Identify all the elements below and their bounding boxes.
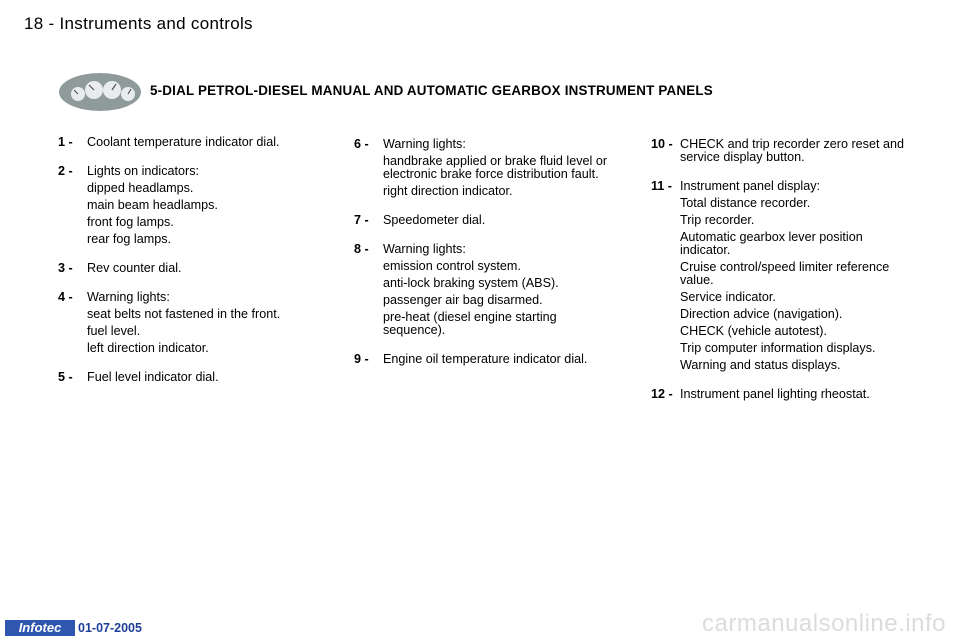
item-line: pre-heat (diesel engine starting sequence).	[383, 310, 557, 337]
item-line: Rev counter dial.	[87, 261, 182, 275]
item-number: 11 -	[651, 179, 673, 193]
legend-item	[58, 136, 288, 149]
legend-item	[651, 138, 911, 164]
item-line: passenger air bag disarmed.	[383, 293, 543, 307]
item-line: Warning lights:	[383, 242, 466, 256]
item-line: Instrument panel lighting rheostat.	[680, 387, 870, 401]
instrument-panel-icon	[58, 72, 142, 112]
item-line: Trip recorder.	[680, 213, 755, 227]
column-3	[651, 138, 911, 401]
item-number: 4 -	[58, 290, 73, 304]
item-line: seat belts not fastened in the front.	[87, 307, 281, 321]
legend-item	[58, 262, 288, 275]
item-line: handbrake applied or brake fluid level or electronic brake force distribution fault.	[383, 154, 608, 181]
item-line: Automatic gearbox lever position indicator.	[680, 230, 863, 257]
infotec-logo: Infotec	[5, 620, 75, 636]
legend-item	[354, 353, 614, 366]
legend-item	[58, 165, 288, 246]
item-number: 5 -	[58, 370, 73, 384]
legend-item	[651, 388, 911, 401]
item-text	[87, 262, 288, 275]
page-header: 18 - Instruments and controls	[24, 14, 253, 33]
legend-item	[354, 243, 614, 337]
item-line: Warning lights:	[87, 290, 170, 304]
item-line: Service indicator.	[680, 290, 776, 304]
item-line: Lights on indicators:	[87, 164, 200, 178]
section-title: 5-DIAL PETROL-DIESEL MANUAL AND AUTOMATIC GEARBOX INSTRUMENT PANELS	[150, 83, 713, 98]
item-line: anti-lock braking system (ABS).	[383, 276, 559, 290]
item-line: Coolant temperature indicator dial.	[87, 135, 280, 149]
item-text	[87, 291, 288, 355]
item-number: 10 -	[651, 137, 673, 151]
legend-item	[354, 214, 614, 227]
item-line: front fog lamps.	[87, 215, 174, 229]
item-line: fuel level.	[87, 324, 141, 338]
item-text	[87, 371, 288, 384]
item-text	[680, 180, 911, 372]
item-line: Engine oil temperature indicator dial.	[383, 352, 588, 366]
item-line: CHECK (vehicle autotest).	[680, 324, 827, 338]
item-text	[383, 138, 614, 198]
item-number: 3 -	[58, 261, 73, 275]
column-1	[58, 136, 288, 384]
item-number: 8 -	[354, 242, 369, 256]
item-line: Total distance recorder.	[680, 196, 811, 210]
item-text	[680, 388, 911, 401]
legend-item	[651, 180, 911, 372]
item-line: right direction indicator.	[383, 184, 513, 198]
footer-date: 01-07-2005	[78, 621, 142, 635]
item-text	[87, 165, 288, 246]
item-line: Fuel level indicator dial.	[87, 370, 219, 384]
item-line: Cruise control/speed limiter reference value.	[680, 260, 890, 287]
legend-item	[58, 291, 288, 355]
item-text	[383, 353, 614, 366]
item-line: Direction advice (navigation).	[680, 307, 843, 321]
item-text	[87, 136, 288, 149]
item-text	[680, 138, 911, 164]
legend-item	[354, 138, 614, 198]
item-line: Warning and status displays.	[680, 358, 841, 372]
item-number: 12 -	[651, 387, 673, 401]
item-number: 1 -	[58, 135, 73, 149]
item-text	[383, 243, 614, 337]
item-line: Trip computer information displays.	[680, 341, 876, 355]
watermark: carmanualsonline.info	[702, 610, 946, 637]
item-text	[383, 214, 614, 227]
item-line: emission control system.	[383, 259, 521, 273]
legend-item	[58, 371, 288, 384]
item-line: dipped headlamps.	[87, 181, 194, 195]
item-number: 7 -	[354, 213, 369, 227]
item-line: main beam headlamps.	[87, 198, 218, 212]
item-number: 9 -	[354, 352, 369, 366]
item-line: left direction indicator.	[87, 341, 209, 355]
item-number: 6 -	[354, 137, 369, 151]
item-line: Speedometer dial.	[383, 213, 486, 227]
item-line: Instrument panel display:	[680, 179, 821, 193]
column-2	[354, 138, 614, 366]
item-line: rear fog lamps.	[87, 232, 171, 246]
item-line: Warning lights:	[383, 137, 466, 151]
item-number: 2 -	[58, 164, 73, 178]
item-line: CHECK and trip recorder zero reset and service display button.	[680, 137, 904, 164]
